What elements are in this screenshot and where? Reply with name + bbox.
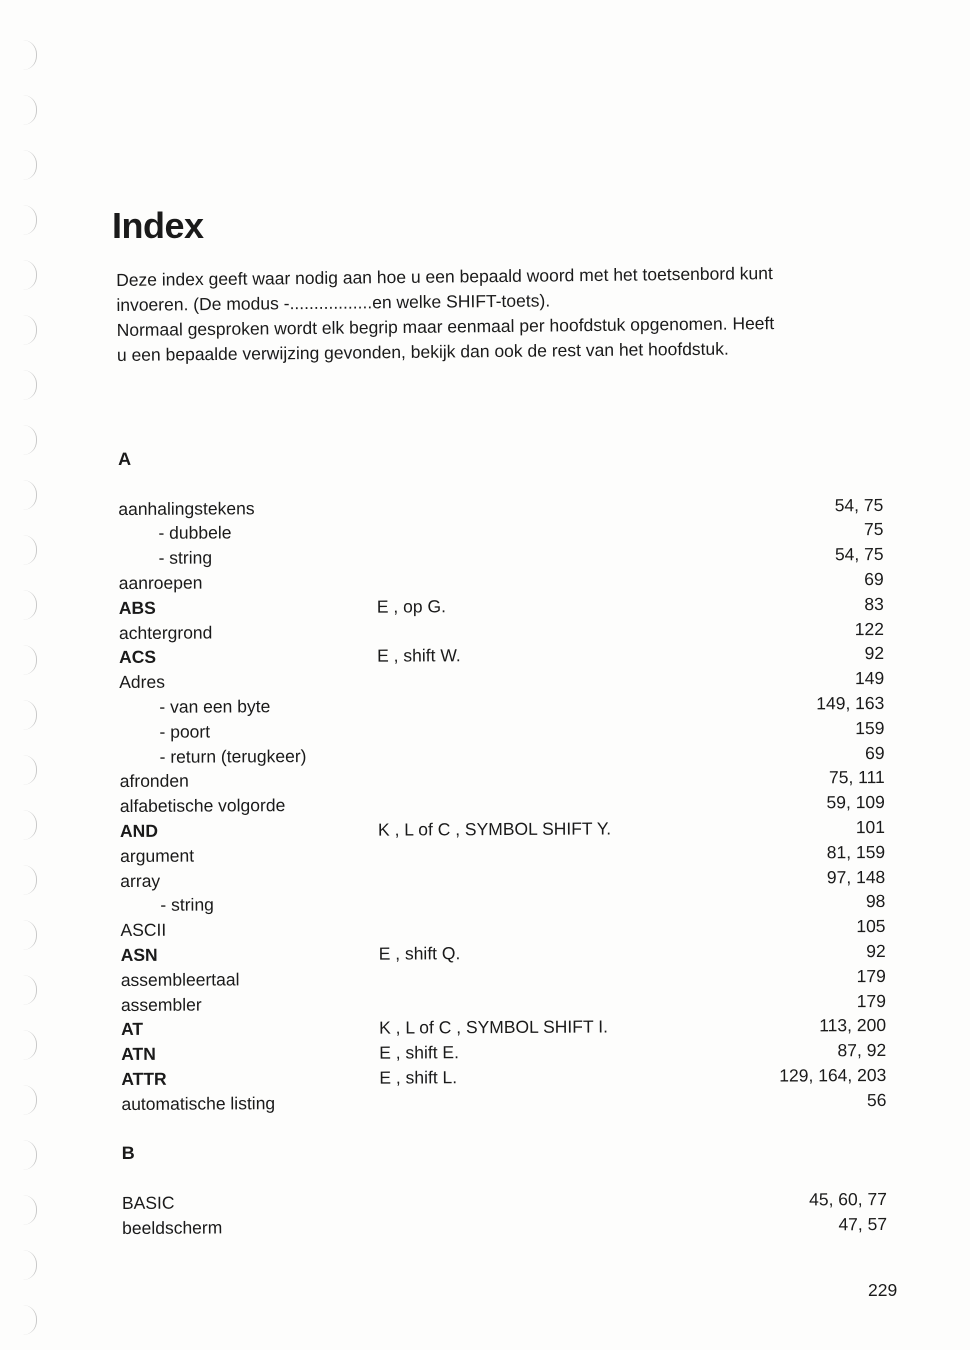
intro-line: invoeren. (De modus -.................en welke SHIFT-toets). [116, 290, 551, 315]
index-term: afronden [119, 770, 189, 792]
punch-hole [22, 645, 37, 675]
index-term: Adres [119, 671, 166, 693]
page-references: 59, 109 [826, 792, 885, 813]
punch-hole [22, 425, 37, 455]
key-sequence: E , shift L. [379, 1067, 458, 1088]
index-term: - dubbele [158, 522, 232, 544]
section-letter: A [118, 448, 132, 469]
index-term: BASIC [121, 1192, 175, 1213]
index-term: beeldscherm [122, 1217, 223, 1238]
punch-hole [22, 1195, 37, 1225]
keyword-term: ATN [121, 1043, 156, 1065]
page-references: 69 [865, 742, 885, 763]
punch-hole [22, 40, 37, 70]
index-entry [121, 1088, 896, 1117]
index-term: assembleertaal [120, 969, 240, 990]
punch-hole [22, 480, 37, 510]
index-list [118, 443, 897, 1241]
index-term: automatische listing [121, 1092, 276, 1114]
punch-hole [22, 535, 37, 565]
punch-hole [22, 975, 37, 1005]
punch-hole [22, 95, 37, 125]
keyword-term: ABS [118, 597, 156, 618]
section-heading-row [118, 443, 893, 472]
page-references: 54, 75 [834, 544, 884, 565]
punch-hole [22, 150, 37, 180]
key-sequence: E , op G. [376, 596, 446, 617]
section-heading-row [122, 1137, 897, 1166]
punch-hole [22, 590, 37, 620]
punch-hole [22, 920, 37, 950]
punch-hole [22, 1305, 37, 1335]
punch-hole [22, 1085, 37, 1115]
keyword-term: AT [120, 1019, 144, 1040]
page-references: 45, 60, 77 [809, 1188, 887, 1210]
punch-hole [22, 1250, 37, 1280]
page-references: 47, 57 [838, 1213, 888, 1234]
page-references: 113, 200 [819, 1015, 887, 1036]
page-references: 92 [864, 643, 885, 664]
key-sequence: E , shift Q. [378, 943, 461, 964]
keyword-term: ACS [119, 647, 157, 668]
punch-hole [22, 260, 37, 290]
keyword-term: ATTR [121, 1068, 167, 1089]
index-term: alfabetische volgorde [119, 795, 286, 817]
intro-line: u een bepaalde verwijzing gevonden, bekijk dan ook de rest van het hoofdstuk. [116, 338, 729, 365]
page-references: 149 [854, 668, 885, 689]
key-sequence: E , shift E. [379, 1042, 459, 1063]
page-references: 149, 163 [816, 692, 885, 714]
page-references: 159 [855, 717, 885, 738]
page-references: 54, 75 [834, 494, 884, 515]
page-references: 98 [865, 891, 886, 912]
index-term: - string [158, 547, 213, 568]
page-number: 229 [868, 1280, 898, 1300]
index-term: ASCII [120, 919, 167, 941]
page-references: 87, 92 [837, 1040, 887, 1061]
intro-line: Deze index geeft waar nodig aan hoe u een bepaald woord met het toetsenbord kunt [116, 263, 773, 290]
index-term: - string [160, 894, 214, 916]
index-entry [122, 1212, 897, 1241]
index-term: array [120, 870, 161, 891]
key-sequence: E , shift W. [377, 645, 461, 667]
page-references: 92 [866, 940, 886, 962]
page-references: 129, 164, 203 [779, 1064, 887, 1086]
punch-hole [22, 1030, 37, 1060]
page-references: 69 [864, 568, 884, 590]
page-references: 122 [854, 618, 885, 639]
page-references: 101 [855, 816, 886, 838]
page-references: 179 [856, 990, 886, 1011]
index-term: aanroepen [118, 572, 203, 593]
intro-paragraph [116, 260, 897, 368]
page-title: Index [112, 205, 204, 246]
page-references: 97, 148 [826, 866, 886, 887]
page-references: 75, 111 [828, 767, 885, 788]
keyword-term: AND [119, 820, 158, 841]
page-references: 56 [866, 1089, 887, 1110]
section-letter: B [121, 1143, 135, 1164]
index-term: assembler [120, 994, 202, 1015]
punch-hole [22, 205, 37, 235]
index-term: argument [120, 845, 195, 866]
index-term: - van een byte [159, 696, 271, 717]
key-sequence: K , L of C , SYMBOL SHIFT Y. [377, 818, 612, 840]
punch-hole [22, 1140, 37, 1170]
page-references: 105 [856, 916, 886, 937]
index-term: achtergrond [118, 622, 213, 643]
intro-line: Normaal gesproken wordt elk begrip maar eenmaal per hoofdstuk opgenomen. Heeft [116, 313, 775, 340]
punch-hole [22, 315, 37, 345]
page-references: 83 [864, 593, 884, 614]
page-references: 179 [856, 965, 886, 986]
punch-hole [22, 700, 37, 730]
page-references: 75 [863, 519, 884, 540]
punch-hole [22, 755, 37, 785]
punch-hole [22, 810, 37, 840]
binder-punch-holes [22, 40, 42, 1330]
key-sequence: K , L of C , SYMBOL SHIFT I. [378, 1016, 608, 1038]
page-references: 81, 159 [826, 841, 886, 863]
index-term: aanhalingstekens [118, 497, 255, 519]
punch-hole [22, 370, 37, 400]
index-term: - return (terugkeer) [159, 745, 307, 767]
index-term: - poort [159, 721, 211, 742]
keyword-term: ASN [120, 944, 158, 965]
punch-hole [22, 865, 37, 895]
